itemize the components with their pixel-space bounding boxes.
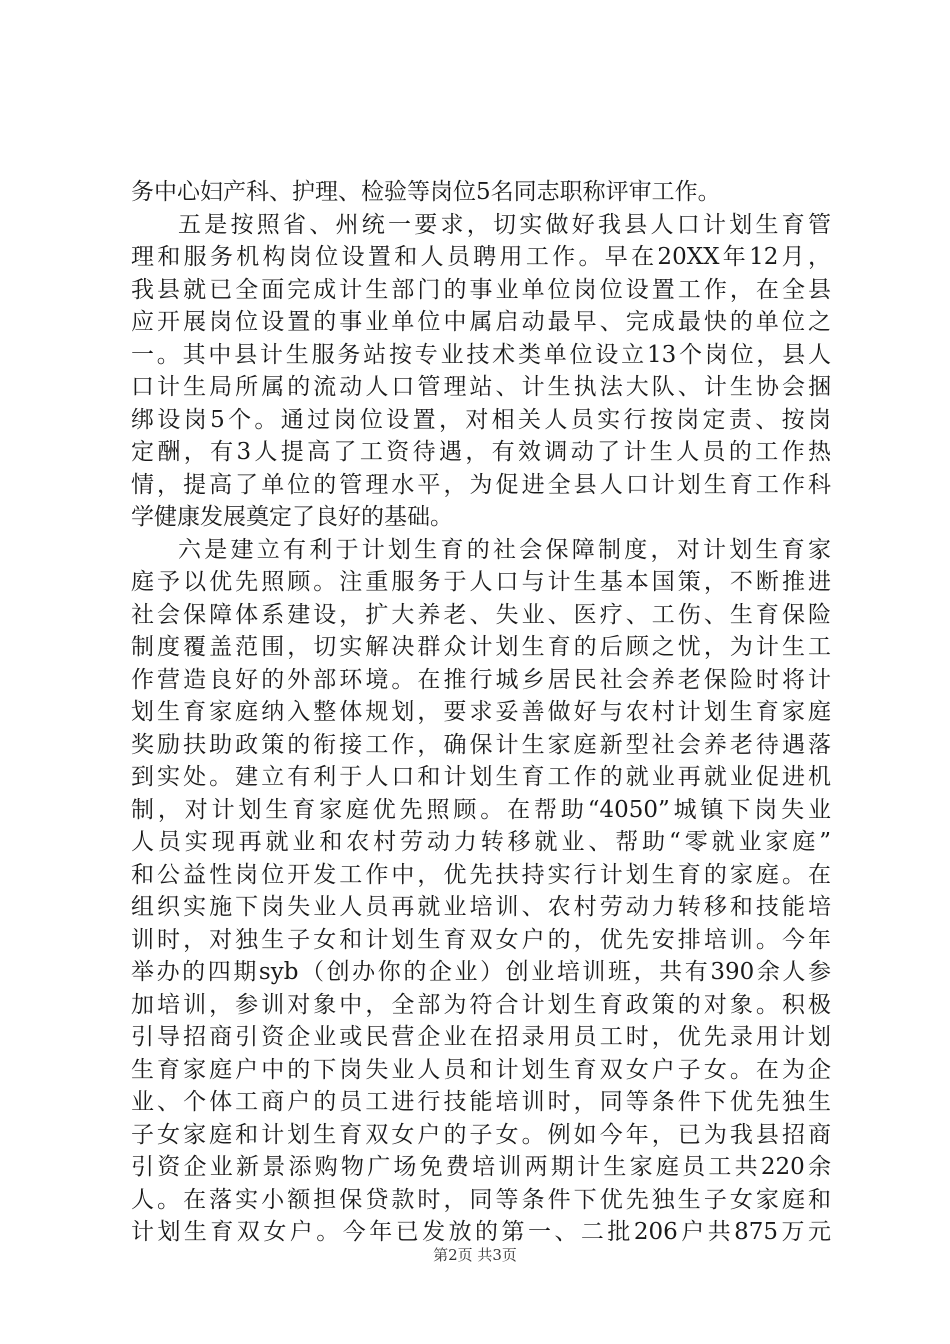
text-line: 五是按照省、州统一要求，切实做好我县人口计划生育管 <box>178 211 831 238</box>
text-line: 计划生育双女户。今年已发放的第一、二批206户共875万元 <box>131 1219 831 1245</box>
text-line: 务中心妇产科、护理、检验等岗位5名同志职称评审工作。 <box>131 179 721 205</box>
document-body <box>131 176 831 1249</box>
text-line: 口计生局所属的流动人口管理站、计生执法大队、计生协会捆 <box>131 374 831 400</box>
text-line: 奖励扶助政策的衔接工作，确保计生家庭新型社会养老待遇落 <box>131 731 831 758</box>
text-line: 生育家庭户中的下岗失业人员和计划生育双女户子女。在为企 <box>131 1056 831 1083</box>
text-line: 定酬，有3人提高了工资待遇，有效调动了计生人员的工作热 <box>131 439 831 465</box>
text-line: 六是建立有利于计划生育的社会保障制度，对计划生育家 <box>178 536 831 563</box>
text-line: 作营造良好的外部环境。在推行城乡居民社会养老保险时将计 <box>131 666 831 693</box>
text-line: 情，提高了单位的管理水平，为促进全县人口计划生育工作科 <box>131 471 831 498</box>
text-line: 绑设岗5个。通过岗位设置，对相关人员实行按岗定责、按岗 <box>131 406 831 433</box>
page-footer: 第2页 共3页 <box>433 1246 517 1264</box>
text-line: 引资企业新景添购物广场免费培训两期计生家庭员工共220余 <box>131 1154 831 1180</box>
text-line: 一。其中县计生服务站按专业技术类单位设立13个岗位，县人 <box>131 341 831 368</box>
text-line: 社会保障体系建设，扩大养老、失业、医疗、工伤、生育保险 <box>131 601 831 628</box>
text-line: 应开展岗位设置的事业单位中属启动最早、完成最快的单位之 <box>131 309 831 335</box>
text-line: 人。在落实小额担保贷款时，同等条件下优先独生子女家庭和 <box>131 1186 831 1213</box>
text-line: 举办的四期syb（创办你的企业）创业培训班，共有390余人参 <box>131 959 831 985</box>
text-line: 我县就已全面完成计生部门的事业单位岗位设置工作，在全县 <box>131 276 831 303</box>
text-line: 和公益性岗位开发工作中，优先扶持实行计划生育的家庭。在 <box>131 861 831 888</box>
text-line: 制，对计划生育家庭优先照顾。在帮助“4050”城镇下岗失业 <box>131 796 831 823</box>
text-line: 人员实现再就业和农村劳动力转移就业、帮助“零就业家庭” <box>131 829 831 855</box>
text-line: 引导招商引资企业或民营企业在招录用员工时，优先录用计划 <box>131 1024 831 1050</box>
text-line: 子女家庭和计划生育双女户的子女。例如今年，已为我县招商 <box>131 1121 831 1148</box>
text-line: 业、个体工商户的员工进行技能培训时，同等条件下优先独生 <box>131 1089 831 1115</box>
text-line: 组织实施下岗失业人员再就业培训、农村劳动力转移和技能培 <box>131 894 831 920</box>
text-line: 划生育家庭纳入整体规划，要求妥善做好与农村计划生育家庭 <box>131 699 831 725</box>
text-line: 庭予以优先照顾。注重服务于人口与计生基本国策，不断推进 <box>131 569 831 595</box>
text-line: 制度覆盖范围，切实解决群众计划生育的后顾之忧，为计生工 <box>131 634 831 660</box>
text-line: 到实处。建立有利于人口和计划生育工作的就业再就业促进机 <box>131 764 831 790</box>
text-line: 学健康发展奠定了良好的基础。 <box>131 504 453 530</box>
text-line: 加培训，参训对象中，全部为符合计划生育政策的对象。积极 <box>131 991 831 1018</box>
text-line: 理和服务机构岗位设置和人员聘用工作。早在20XX年12月， <box>131 244 831 270</box>
text-line: 训时，对独生子女和计划生育双女户的，优先安排培训。今年 <box>131 926 831 953</box>
